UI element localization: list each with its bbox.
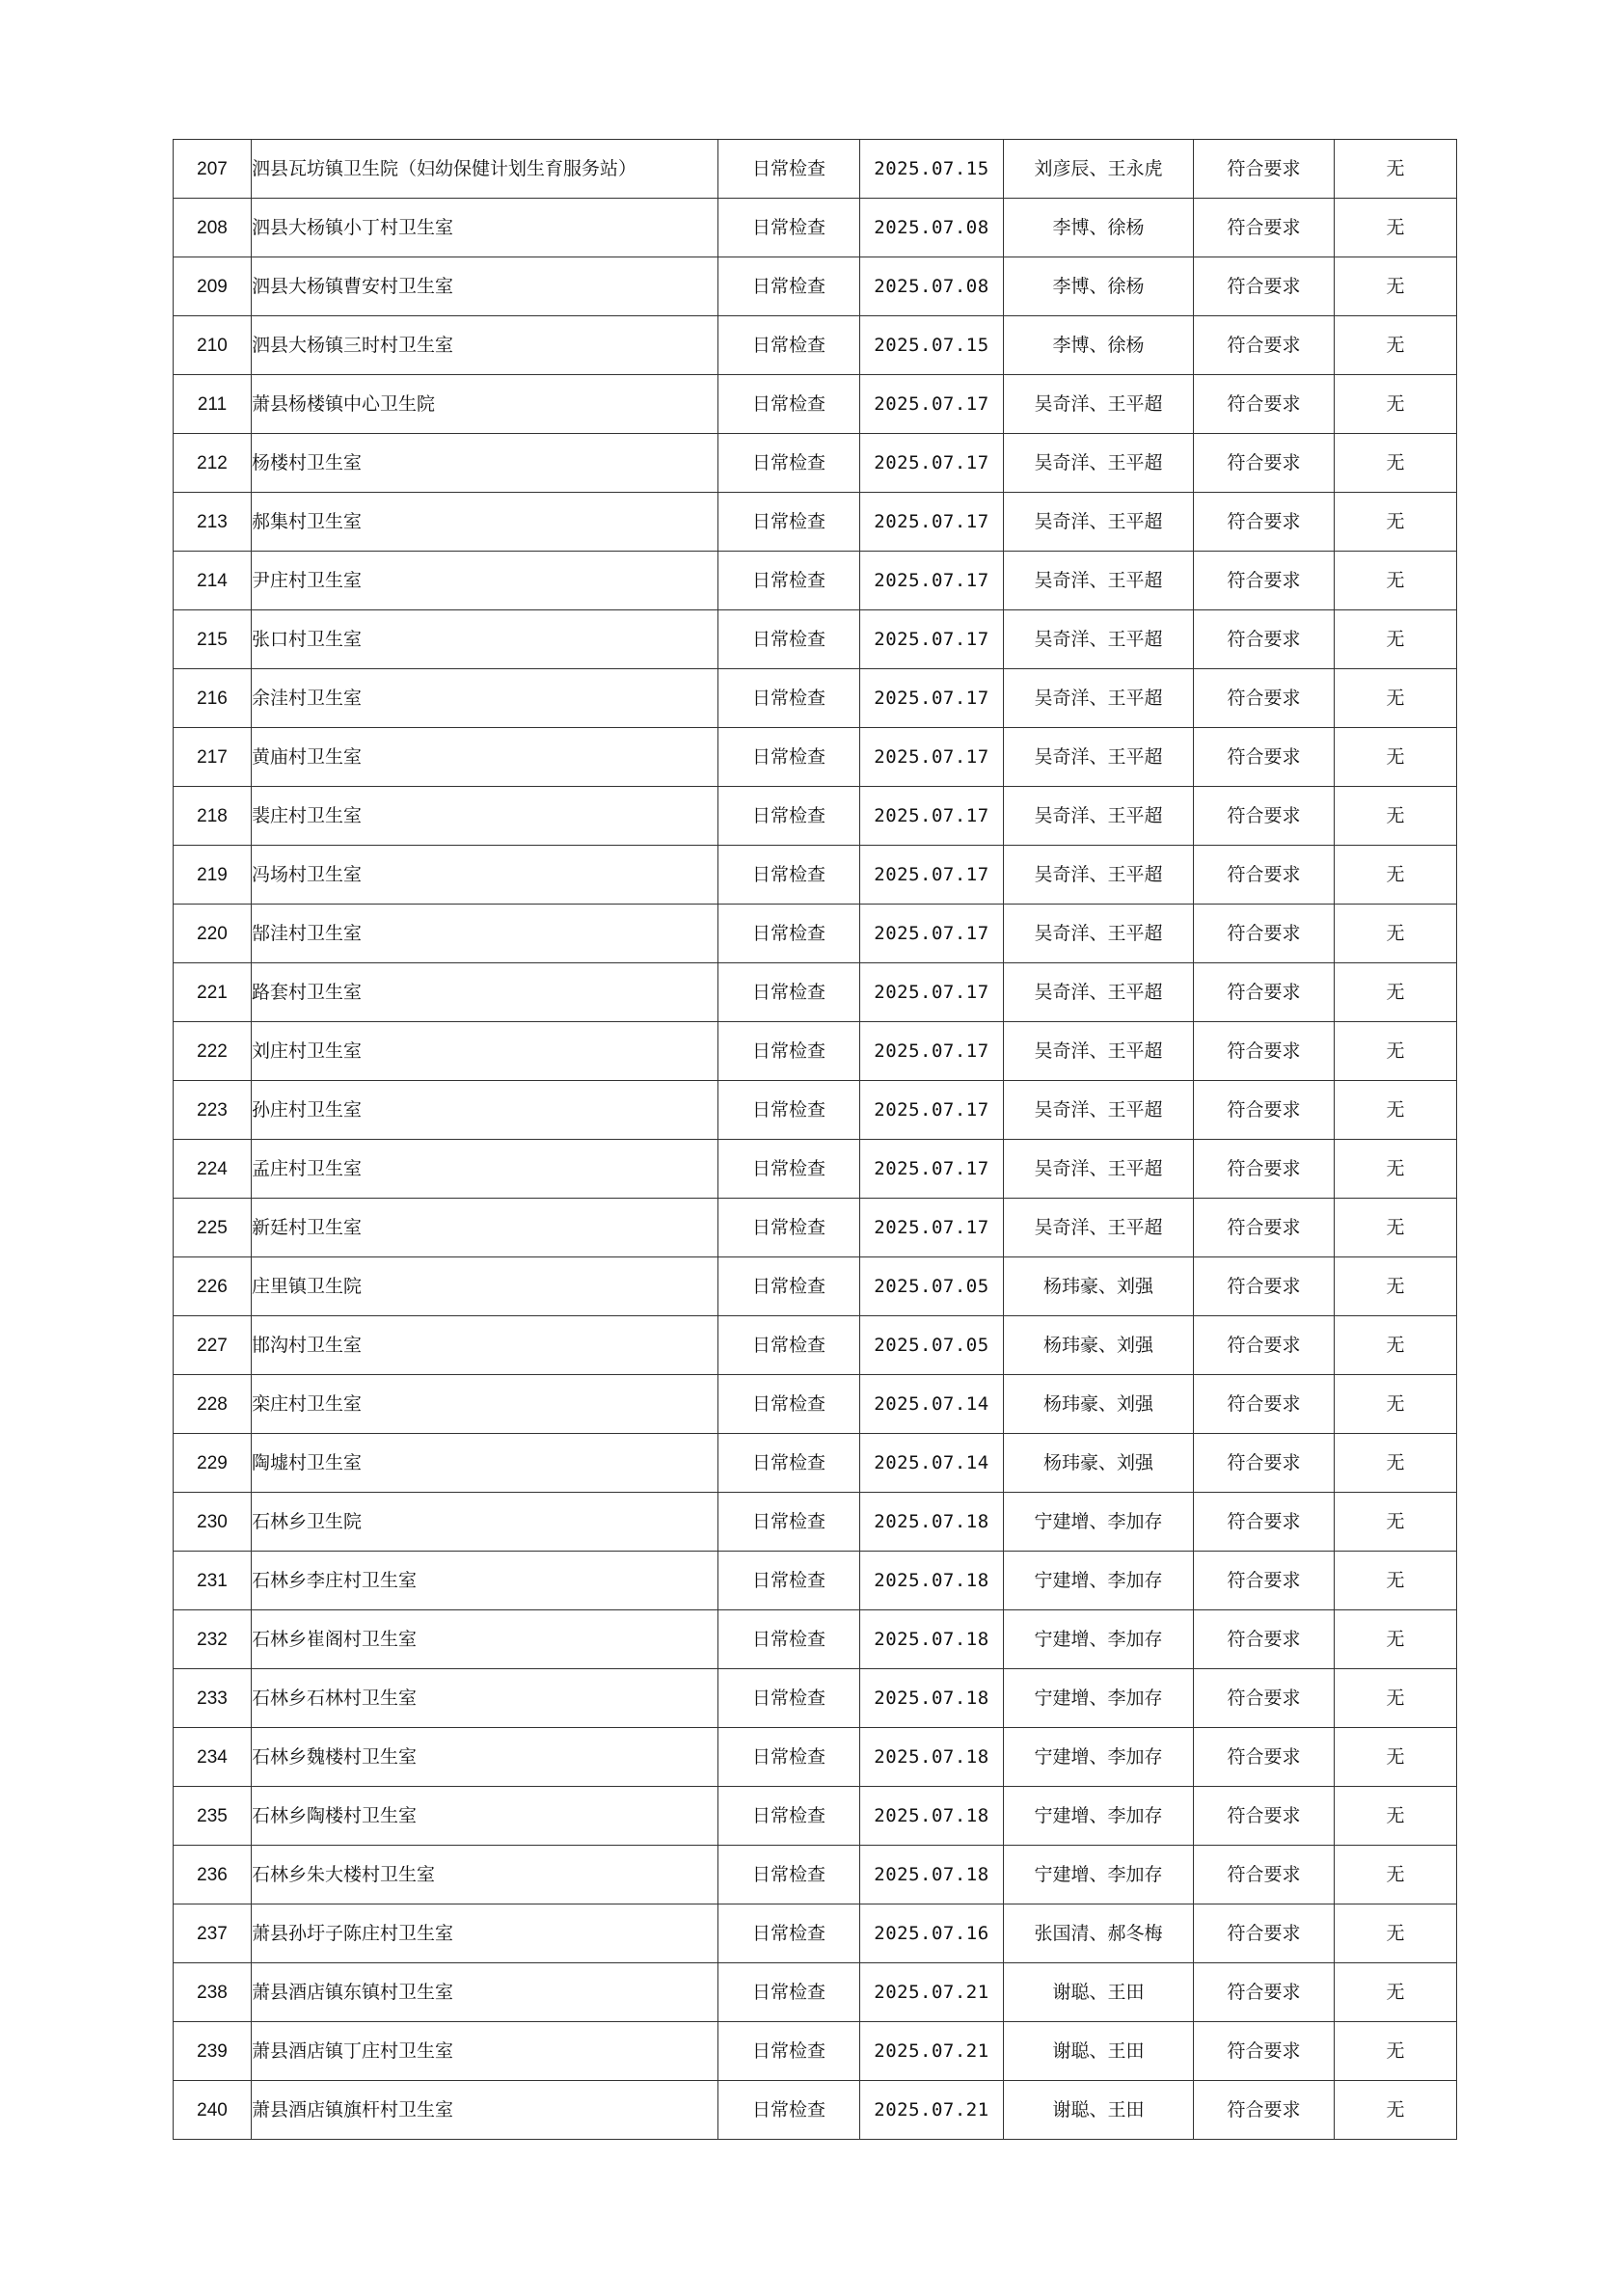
inspection-type: 日常检查 [718,728,860,787]
inspection-type: 日常检查 [718,257,860,316]
inspection-result: 符合要求 [1194,552,1335,610]
inspection-type: 日常检查 [718,2022,860,2081]
row-number: 222 [174,1022,252,1081]
inspection-date: 2025.07.17 [860,493,1004,552]
inspectors: 吴奇洋、王平超 [1004,1081,1194,1140]
row-number: 212 [174,434,252,493]
issues-found: 无 [1335,963,1457,1022]
inspectors: 吴奇洋、王平超 [1004,1199,1194,1257]
inspection-date: 2025.07.14 [860,1375,1004,1434]
inspection-type: 日常检查 [718,1434,860,1493]
inspection-result: 符合要求 [1194,1257,1335,1316]
row-number: 215 [174,610,252,669]
row-number: 221 [174,963,252,1022]
inspection-date: 2025.07.18 [860,1669,1004,1728]
inspection-date: 2025.07.17 [860,1081,1004,1140]
issues-found: 无 [1335,1140,1457,1199]
inspection-date: 2025.07.18 [860,1846,1004,1904]
inspectors: 宁建增、李加存 [1004,1787,1194,1846]
table-row [174,846,1457,905]
inspection-date: 2025.07.17 [860,375,1004,434]
inspection-type: 日常检查 [718,1552,860,1610]
inspectors: 吴奇洋、王平超 [1004,434,1194,493]
inspection-date: 2025.07.18 [860,1728,1004,1787]
inspection-date: 2025.07.17 [860,963,1004,1022]
institution-name: 泗县大杨镇小丁村卫生室 [252,199,718,257]
institution-name: 邯沟村卫生室 [252,1316,718,1375]
table-row [174,316,1457,375]
inspection-date: 2025.07.17 [860,1199,1004,1257]
inspection-result: 符合要求 [1194,1199,1335,1257]
row-number: 232 [174,1610,252,1669]
inspection-result: 符合要求 [1194,493,1335,552]
inspection-result: 符合要求 [1194,1316,1335,1375]
institution-name: 陶墟村卫生室 [252,1434,718,1493]
row-number: 207 [174,140,252,199]
inspection-type: 日常检查 [718,434,860,493]
issues-found: 无 [1335,1434,1457,1493]
row-number: 228 [174,1375,252,1434]
institution-name: 栾庄村卫生室 [252,1375,718,1434]
inspection-date: 2025.07.17 [860,787,1004,846]
inspectors: 谢聪、王田 [1004,2022,1194,2081]
inspectors: 吴奇洋、王平超 [1004,669,1194,728]
inspection-date: 2025.07.05 [860,1257,1004,1316]
issues-found: 无 [1335,787,1457,846]
issues-found: 无 [1335,1669,1457,1728]
institution-name: 石林乡李庄村卫生室 [252,1552,718,1610]
issues-found: 无 [1335,1022,1457,1081]
inspection-result: 符合要求 [1194,728,1335,787]
inspectors: 宁建增、李加存 [1004,1728,1194,1787]
institution-name: 萧县酒店镇东镇村卫生室 [252,1963,718,2022]
table-row [174,1846,1457,1904]
inspection-type: 日常检查 [718,1846,860,1904]
institution-name: 路套村卫生室 [252,963,718,1022]
inspection-result: 符合要求 [1194,905,1335,963]
institution-name: 萧县酒店镇丁庄村卫生室 [252,2022,718,2081]
inspection-type: 日常检查 [718,905,860,963]
inspection-type: 日常检查 [718,963,860,1022]
inspection-type: 日常检查 [718,1081,860,1140]
issues-found: 无 [1335,199,1457,257]
row-number: 224 [174,1140,252,1199]
inspection-date: 2025.07.21 [860,1963,1004,2022]
inspection-date: 2025.07.05 [860,1316,1004,1375]
inspectors: 吴奇洋、王平超 [1004,1022,1194,1081]
inspectors: 杨玮豪、刘强 [1004,1316,1194,1375]
inspection-date: 2025.07.08 [860,257,1004,316]
inspectors: 杨玮豪、刘强 [1004,1257,1194,1316]
row-number: 214 [174,552,252,610]
row-number: 217 [174,728,252,787]
table-row [174,1434,1457,1493]
inspection-result: 符合要求 [1194,1140,1335,1199]
issues-found: 无 [1335,1552,1457,1610]
row-number: 220 [174,905,252,963]
inspectors: 吴奇洋、王平超 [1004,610,1194,669]
institution-name: 萧县酒店镇旗杆村卫生室 [252,2081,718,2140]
inspectors: 刘彦辰、王永虎 [1004,140,1194,199]
inspection-type: 日常检查 [718,1963,860,2022]
issues-found: 无 [1335,1846,1457,1904]
issues-found: 无 [1335,1787,1457,1846]
inspectors: 张国清、郝冬梅 [1004,1904,1194,1963]
inspection-result: 符合要求 [1194,257,1335,316]
row-number: 230 [174,1493,252,1552]
inspection-result: 符合要求 [1194,1375,1335,1434]
inspectors: 杨玮豪、刘强 [1004,1375,1194,1434]
inspection-type: 日常检查 [718,1610,860,1669]
institution-name: 孙庄村卫生室 [252,1081,718,1140]
table-row [174,1199,1457,1257]
table-row [174,199,1457,257]
table-row [174,257,1457,316]
institution-name: 石林乡石林村卫生室 [252,1669,718,1728]
institution-name: 余洼村卫生室 [252,669,718,728]
institution-name: 新廷村卫生室 [252,1199,718,1257]
inspection-type: 日常检查 [718,787,860,846]
table-row [174,2081,1457,2140]
table-row [174,1728,1457,1787]
table-row [174,1610,1457,1669]
row-number: 213 [174,493,252,552]
issues-found: 无 [1335,1493,1457,1552]
inspection-result: 符合要求 [1194,846,1335,905]
inspection-result: 符合要求 [1194,1081,1335,1140]
institution-name: 泗县大杨镇曹安村卫生室 [252,257,718,316]
table-row [174,2022,1457,2081]
inspectors: 吴奇洋、王平超 [1004,787,1194,846]
issues-found: 无 [1335,316,1457,375]
institution-name: 庄里镇卫生院 [252,1257,718,1316]
institution-name: 孟庄村卫生室 [252,1140,718,1199]
inspection-date: 2025.07.15 [860,316,1004,375]
inspection-result: 符合要求 [1194,1493,1335,1552]
inspection-date: 2025.07.18 [860,1787,1004,1846]
institution-name: 杨楼村卫生室 [252,434,718,493]
row-number: 223 [174,1081,252,1140]
inspection-result: 符合要求 [1194,669,1335,728]
inspection-result: 符合要求 [1194,1904,1335,1963]
institution-name: 萧县孙圩子陈庄村卫生室 [252,1904,718,1963]
inspection-result: 符合要求 [1194,1787,1335,1846]
inspectors: 宁建增、李加存 [1004,1846,1194,1904]
inspection-date: 2025.07.17 [860,728,1004,787]
inspection-type: 日常检查 [718,1199,860,1257]
table-row [174,963,1457,1022]
row-number: 229 [174,1434,252,1493]
inspection-result: 符合要求 [1194,434,1335,493]
inspection-type: 日常检查 [718,1316,860,1375]
issues-found: 无 [1335,1257,1457,1316]
inspectors: 谢聪、王田 [1004,1963,1194,2022]
row-number: 218 [174,787,252,846]
institution-name: 郝集村卫生室 [252,493,718,552]
inspection-type: 日常检查 [718,610,860,669]
inspection-date: 2025.07.21 [860,2022,1004,2081]
table-row [174,434,1457,493]
issues-found: 无 [1335,552,1457,610]
inspection-result: 符合要求 [1194,1669,1335,1728]
inspectors: 吴奇洋、王平超 [1004,375,1194,434]
row-number: 225 [174,1199,252,1257]
table-row [174,1022,1457,1081]
inspectors: 李博、徐杨 [1004,199,1194,257]
row-number: 240 [174,2081,252,2140]
table-row [174,552,1457,610]
issues-found: 无 [1335,2022,1457,2081]
issues-found: 无 [1335,669,1457,728]
inspectors: 宁建增、李加存 [1004,1669,1194,1728]
inspectors: 吴奇洋、王平超 [1004,728,1194,787]
issues-found: 无 [1335,140,1457,199]
inspectors: 宁建增、李加存 [1004,1552,1194,1610]
institution-name: 石林乡卫生院 [252,1493,718,1552]
row-number: 227 [174,1316,252,1375]
inspectors: 吴奇洋、王平超 [1004,846,1194,905]
table-row [174,1375,1457,1434]
table-row [174,375,1457,434]
institution-name: 刘庄村卫生室 [252,1022,718,1081]
inspection-type: 日常检查 [718,1787,860,1846]
inspection-date: 2025.07.17 [860,610,1004,669]
inspection-type: 日常检查 [718,1022,860,1081]
table-row [174,905,1457,963]
issues-found: 无 [1335,846,1457,905]
inspection-type: 日常检查 [718,669,860,728]
inspection-type: 日常检查 [718,140,860,199]
inspection-date: 2025.07.08 [860,199,1004,257]
row-number: 226 [174,1257,252,1316]
issues-found: 无 [1335,1963,1457,2022]
row-number: 238 [174,1963,252,2022]
inspection-date: 2025.07.17 [860,669,1004,728]
inspection-type: 日常检查 [718,1140,860,1199]
inspection-type: 日常检查 [718,1375,860,1434]
inspectors: 杨玮豪、刘强 [1004,1434,1194,1493]
inspection-date: 2025.07.15 [860,140,1004,199]
institution-name: 泗县大杨镇三时村卫生室 [252,316,718,375]
inspection-date: 2025.07.14 [860,1434,1004,1493]
table-row [174,1963,1457,2022]
inspectors: 李博、徐杨 [1004,316,1194,375]
institution-name: 石林乡朱大楼村卫生室 [252,1846,718,1904]
inspection-type: 日常检查 [718,1904,860,1963]
institution-name: 冯场村卫生室 [252,846,718,905]
inspection-date: 2025.07.17 [860,1140,1004,1199]
row-number: 239 [174,2022,252,2081]
issues-found: 无 [1335,1610,1457,1669]
inspectors: 宁建增、李加存 [1004,1610,1194,1669]
inspectors: 谢聪、王田 [1004,2081,1194,2140]
issues-found: 无 [1335,1316,1457,1375]
inspectors: 李博、徐杨 [1004,257,1194,316]
issues-found: 无 [1335,1904,1457,1963]
table-row [174,1904,1457,1963]
inspection-result: 符合要求 [1194,1434,1335,1493]
inspection-date: 2025.07.17 [860,846,1004,905]
inspection-result: 符合要求 [1194,1728,1335,1787]
issues-found: 无 [1335,375,1457,434]
inspection-date: 2025.07.16 [860,1904,1004,1963]
inspection-result: 符合要求 [1194,375,1335,434]
table-row [174,610,1457,669]
inspection-result: 符合要求 [1194,2022,1335,2081]
row-number: 210 [174,316,252,375]
table-row [174,1493,1457,1552]
table-body [174,140,1457,2140]
inspection-type: 日常检查 [718,316,860,375]
inspection-result: 符合要求 [1194,199,1335,257]
row-number: 234 [174,1728,252,1787]
inspectors: 宁建增、李加存 [1004,1493,1194,1552]
institution-name: 石林乡陶楼村卫生室 [252,1787,718,1846]
table-row [174,1552,1457,1610]
issues-found: 无 [1335,610,1457,669]
inspection-result: 符合要求 [1194,963,1335,1022]
row-number: 231 [174,1552,252,1610]
inspection-result: 符合要求 [1194,1552,1335,1610]
row-number: 237 [174,1904,252,1963]
inspectors: 吴奇洋、王平超 [1004,1140,1194,1199]
row-number: 233 [174,1669,252,1728]
table-row [174,1140,1457,1199]
inspectors: 吴奇洋、王平超 [1004,493,1194,552]
inspection-result: 符合要求 [1194,1610,1335,1669]
row-number: 209 [174,257,252,316]
row-number: 219 [174,846,252,905]
institution-name: 尹庄村卫生室 [252,552,718,610]
inspection-date: 2025.07.17 [860,434,1004,493]
inspectors: 吴奇洋、王平超 [1004,552,1194,610]
inspection-type: 日常检查 [718,552,860,610]
inspection-type: 日常检查 [718,1669,860,1728]
inspection-date: 2025.07.18 [860,1610,1004,1669]
inspection-result: 符合要求 [1194,140,1335,199]
inspection-type: 日常检查 [718,493,860,552]
row-number: 211 [174,375,252,434]
table-row [174,1787,1457,1846]
inspection-date: 2025.07.21 [860,2081,1004,2140]
institution-name: 张口村卫生室 [252,610,718,669]
table-row [174,787,1457,846]
inspectors: 吴奇洋、王平超 [1004,963,1194,1022]
issues-found: 无 [1335,1375,1457,1434]
inspection-type: 日常检查 [718,1728,860,1787]
inspection-result: 符合要求 [1194,610,1335,669]
inspection-type: 日常检查 [718,1493,860,1552]
institution-name: 萧县杨楼镇中心卫生院 [252,375,718,434]
issues-found: 无 [1335,2081,1457,2140]
table-row [174,1257,1457,1316]
inspection-result: 符合要求 [1194,787,1335,846]
institution-name: 黄庙村卫生室 [252,728,718,787]
table-row [174,728,1457,787]
inspection-type: 日常检查 [718,1257,860,1316]
table-row [174,493,1457,552]
inspection-date: 2025.07.18 [860,1552,1004,1610]
row-number: 216 [174,669,252,728]
institution-name: 郜洼村卫生室 [252,905,718,963]
issues-found: 无 [1335,434,1457,493]
inspection-date: 2025.07.17 [860,1022,1004,1081]
inspection-type: 日常检查 [718,375,860,434]
issues-found: 无 [1335,493,1457,552]
issues-found: 无 [1335,905,1457,963]
issues-found: 无 [1335,1081,1457,1140]
row-number: 236 [174,1846,252,1904]
inspection-result: 符合要求 [1194,2081,1335,2140]
inspection-date: 2025.07.17 [860,905,1004,963]
issues-found: 无 [1335,1728,1457,1787]
inspection-result: 符合要求 [1194,316,1335,375]
institution-name: 裴庄村卫生室 [252,787,718,846]
inspection-type: 日常检查 [718,846,860,905]
inspection-date: 2025.07.18 [860,1493,1004,1552]
institution-name: 石林乡崔阁村卫生室 [252,1610,718,1669]
inspection-result: 符合要求 [1194,1022,1335,1081]
institution-name: 石林乡魏楼村卫生室 [252,1728,718,1787]
inspection-type: 日常检查 [718,2081,860,2140]
institution-name: 泗县瓦坊镇卫生院（妇幼保健计划生育服务站） [252,140,718,199]
issues-found: 无 [1335,1199,1457,1257]
issues-found: 无 [1335,257,1457,316]
inspection-date: 2025.07.17 [860,552,1004,610]
issues-found: 无 [1335,728,1457,787]
row-number: 208 [174,199,252,257]
inspection-table [173,139,1457,2140]
table-row [174,1669,1457,1728]
table-row [174,1316,1457,1375]
table-row [174,1081,1457,1140]
inspectors: 吴奇洋、王平超 [1004,905,1194,963]
inspection-type: 日常检查 [718,199,860,257]
table-row [174,140,1457,199]
inspection-result: 符合要求 [1194,1846,1335,1904]
row-number: 235 [174,1787,252,1846]
table-row [174,669,1457,728]
inspection-result: 符合要求 [1194,1963,1335,2022]
